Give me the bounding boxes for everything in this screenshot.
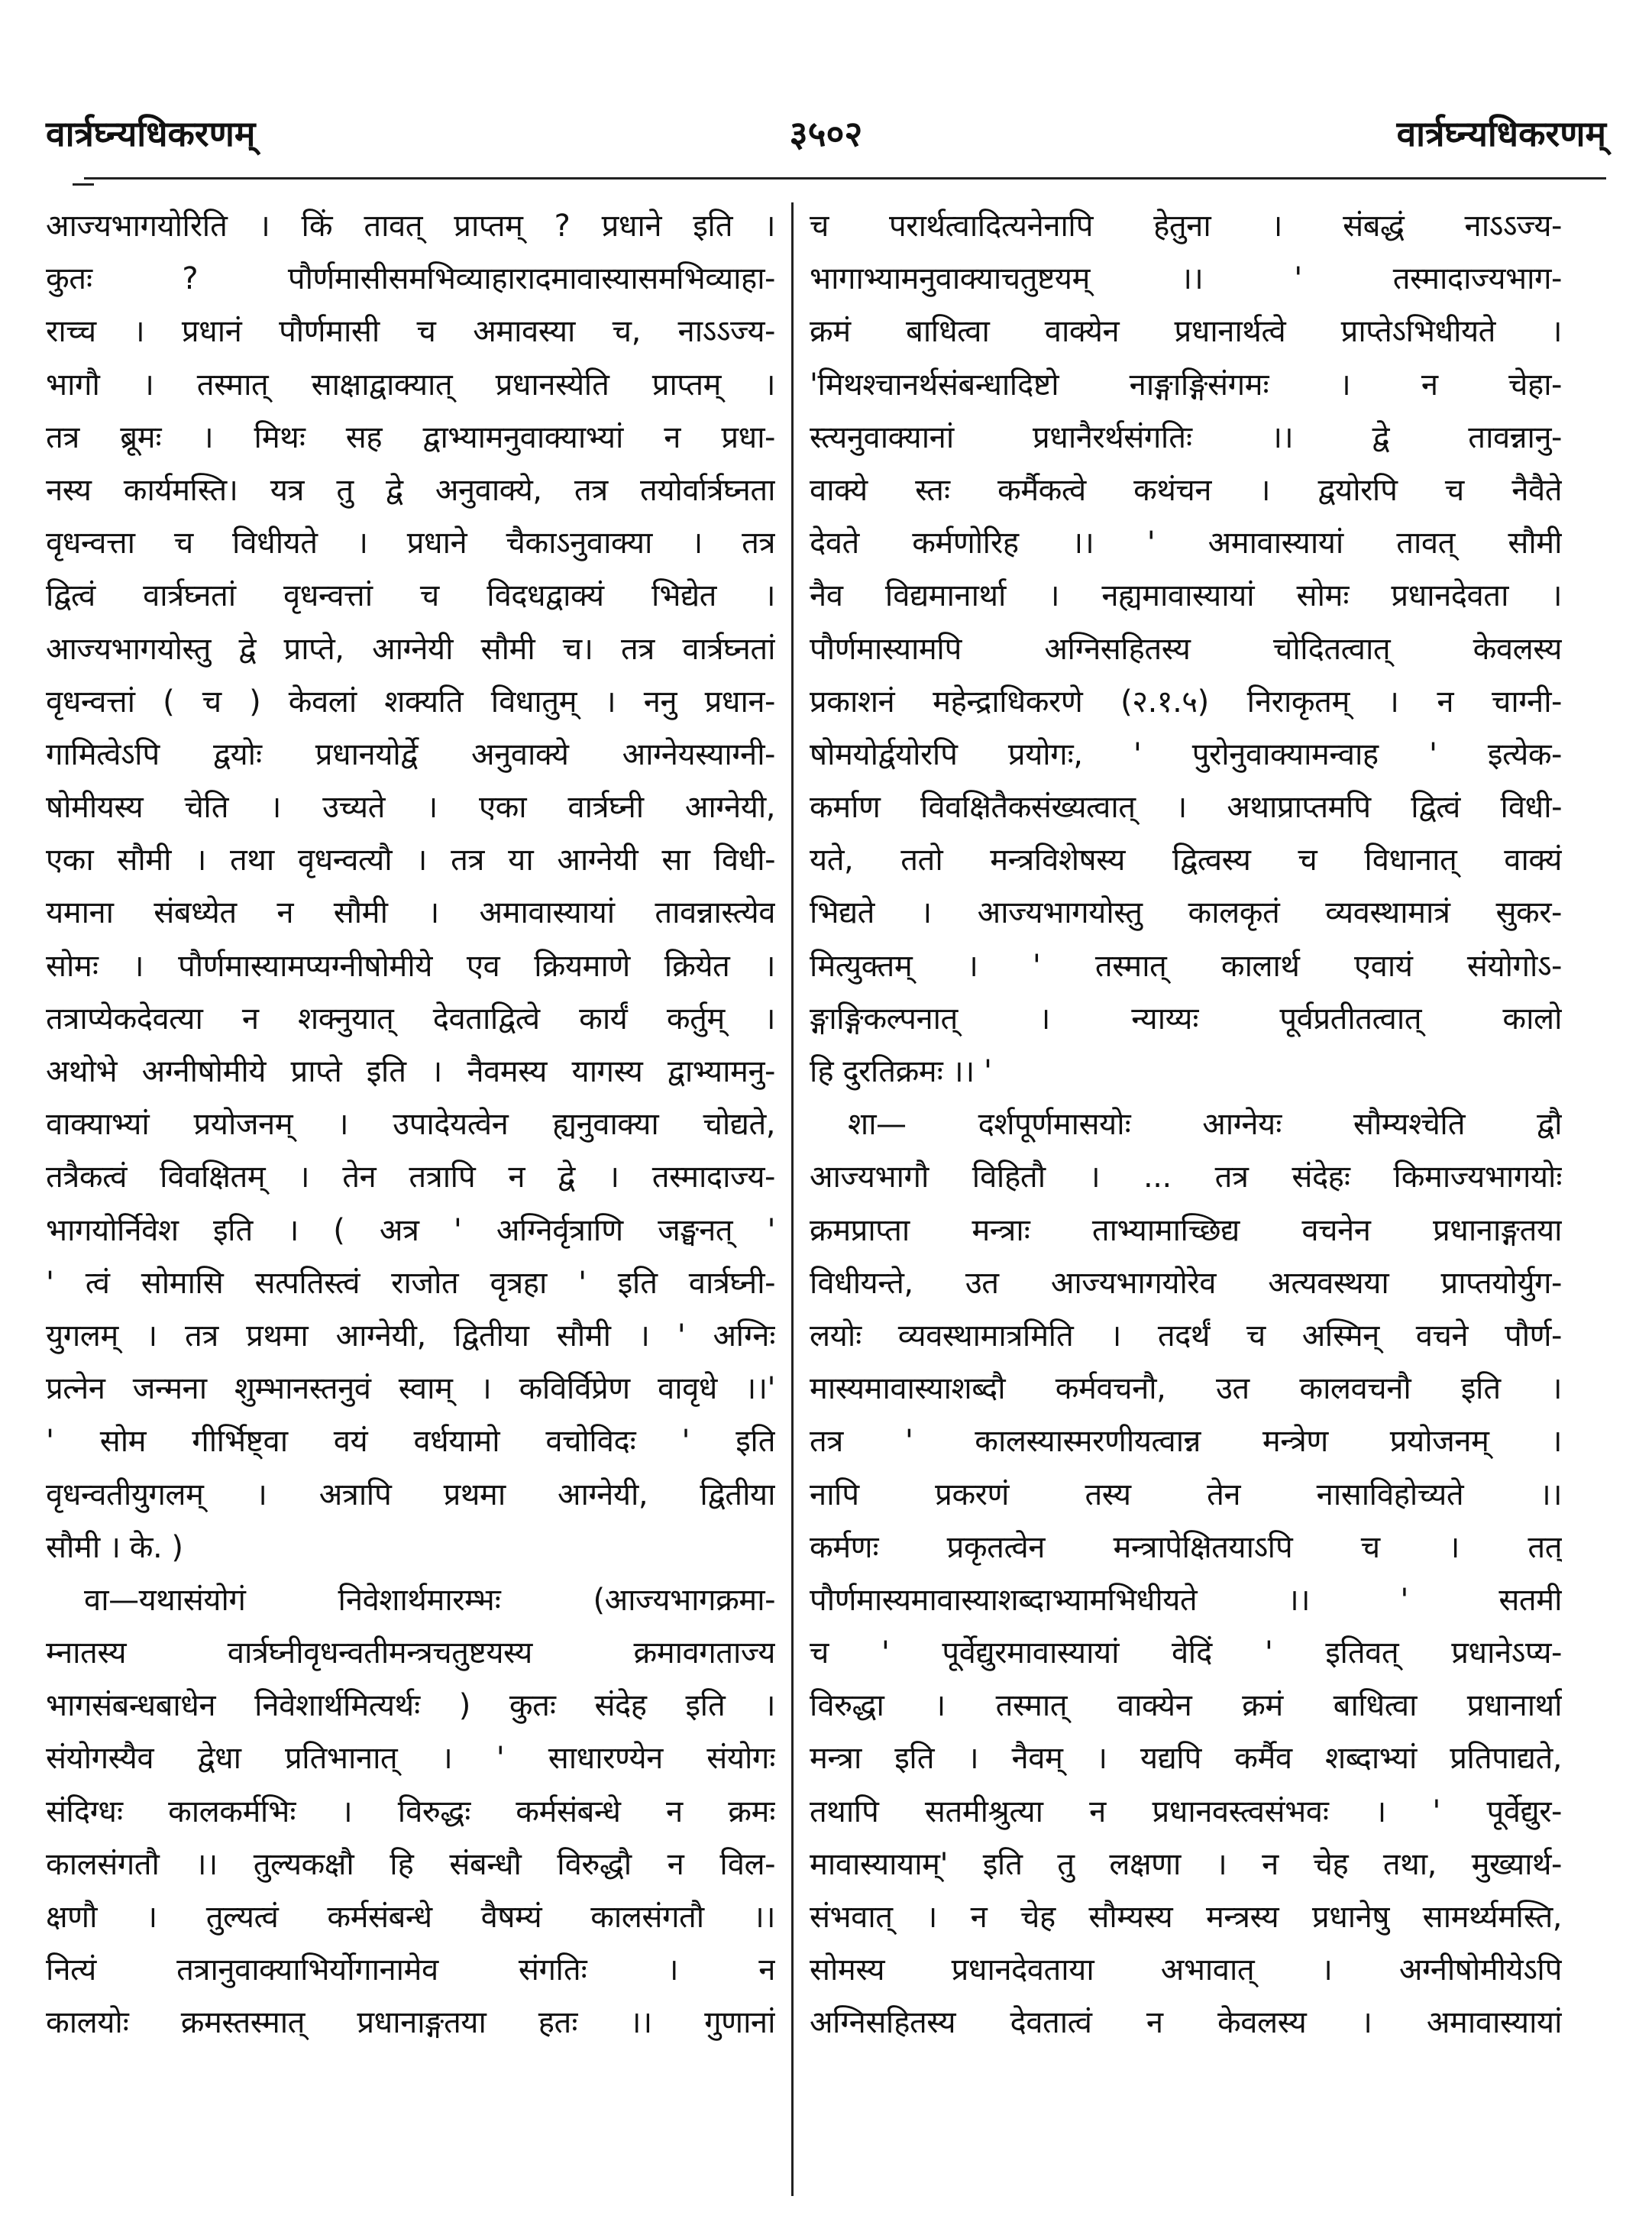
- right-column-line: स्त्यनुवाक्यानां प्रधानैरर्थसंगतिः ।। द्वे तावन्नानु-: [810, 419, 1562, 455]
- right-column-line: कर्माण विवक्षितैकसंख्यत्वात् । अथाप्राप्तमपि द्वित्वं विधी-: [810, 790, 1562, 826]
- left-column-line: तत्र ब्रूमः । मिथः सह द्वाभ्यामनुवाक्याभ्यां न प्रधा-: [46, 419, 775, 455]
- left-column-line: द्वित्वं वार्त्रघ्नतां वृधन्वत्तां च विदधद्वाक्यं भिद्येत ।: [46, 578, 775, 614]
- left-column-line: नस्य कार्यमस्ति। यत्र तु द्वे अनुवाक्ये, तत्र तयोर्वार्त्रघ्नता: [46, 472, 775, 508]
- left-column-line: भागौ । तस्मात् साक्षाद्वाक्यात् प्रधानस्येति प्राप्तम् ।: [46, 367, 775, 403]
- right-column-line: विधीयन्ते, उत आज्यभागयोरेव अत्यवस्थया प्राप्तयोर्युग-: [810, 1265, 1562, 1301]
- right-column-line: सोमस्य प्रधानदेवताया अभावात् । अग्नीषोमीयेऽपि: [810, 1952, 1562, 1988]
- left-column-line: संयोगस्यैव द्वेधा प्रतिभानात् । ' साधारण्येन संयोगः: [46, 1741, 775, 1777]
- left-column-line: आज्यभागयोस्तु द्वे प्राप्ते, आग्नेयी सौमी च। तत्र वार्त्रघ्नतां: [46, 631, 775, 667]
- left-column-line: ' त्वं सोमासि सत्पतिस्त्वं राजोत वृत्रहा ' इति वार्त्रघ्नी-: [46, 1265, 775, 1301]
- left-column-line: ' सोम गीर्भिष्ट्वा वयं वर्धयामो वचोविदः ' इति: [46, 1424, 775, 1460]
- left-column-line: तत्रैकत्वं विवक्षितम् । तेन तत्रापि न द्वे । तस्मादाज्य-: [46, 1160, 775, 1195]
- running-header: [46, 107, 1606, 160]
- left-column-line: वा—यथासंयोगं निवेशार्थमारम्भः (आज्यभागक्रमा-: [84, 1582, 775, 1618]
- right-column-line: मन्त्रा इति । नैवम् । यद्यपि कर्मैव शब्दाभ्यां प्रतिपाद्यते,: [810, 1741, 1562, 1777]
- left-column-line: वृधन्वत्तां ( च ) केवलां शक्यति विधातुम् । ननु प्रधान-: [46, 684, 775, 720]
- left-column-line: भागसंबन्धबाधेन निवेशार्थमित्यर्थः ) कुतः संदेह इति ।: [46, 1688, 775, 1724]
- left-column-line: अथोभे अग्नीषोमीये प्राप्ते इति । नैवमस्य यागस्य द्वाभ्यामनु-: [46, 1054, 775, 1089]
- column-divider: [791, 202, 794, 2196]
- right-column-line: यते, ततो मन्त्रविशेषस्य द्वित्वस्य च विधानात् वाक्यं: [810, 843, 1562, 878]
- right-column-line: भिद्यते । आज्यभागयोस्तु कालकृतं व्यवस्थामात्रं सुकर-: [810, 895, 1562, 931]
- left-column: [46, 200, 775, 2050]
- left-column-line: गामित्वेऽपि द्वयोः प्रधानयोर्द्वे अनुवाक्ये आग्नेयस्याग्नी-: [46, 736, 775, 772]
- left-column-line: सौमी । के. ): [46, 1529, 183, 1565]
- left-column-line: नित्यं तत्रानुवाक्याभिर्योगानामेव संगतिः । न: [46, 1952, 775, 1988]
- right-column-line: तथापि सतमीश्रुत्या न प्रधानवस्त्वसंभवः । ' पूर्वेद्युर-: [810, 1793, 1562, 1829]
- left-column-line: षोमीयस्य चेति । उच्यते । एका वार्त्रघ्नी आग्नेयी,: [46, 790, 775, 826]
- page-number: ३५०२: [789, 113, 863, 154]
- left-column-line: प्रत्नेन जन्मना शुम्भानस्तनुवं स्वाम् । कविर्विप्रेण वावृधे ।।': [46, 1371, 775, 1407]
- right-column-line: क्रमं बाधित्वा वाक्येन प्रधानार्थत्वे प्राप्तेऽभिधीयते ।: [810, 314, 1562, 350]
- right-column: [810, 200, 1562, 2050]
- right-column-line: शा— दर्शपूर्णमासयोः आग्नेयः सौम्यश्चेति द्वौ: [848, 1107, 1562, 1143]
- left-column-line: संदिग्धः कालकर्मभिः । विरुद्धः कर्मसंबन्धे न क्रमः: [46, 1793, 775, 1829]
- right-column-line: भागाभ्यामनुवाक्याचतुष्टयम् ।। ' तस्मादाज्यभाग-: [810, 261, 1562, 297]
- left-column-line: कालसंगतौ ।। तुल्यकक्षौ हि संबन्धौ विरुद्धौ न विल-: [46, 1846, 775, 1882]
- header-right-title: वार्त्रघ्न्यधिकरणम्: [1396, 113, 1606, 154]
- left-column-line: एका सौमी । तथा वृधन्वत्यौ । तत्र या आग्नेयी सा विधी-: [46, 843, 775, 878]
- header-rule: [84, 177, 1606, 180]
- right-column-line: वाक्ये स्तः कर्मैकत्वे कथंचन । द्वयोरपि च नैवैते: [810, 472, 1562, 508]
- right-column-line: आज्यभागौ विहितौ । ... तत्र संदेहः किमाज्यभागयोः: [810, 1160, 1562, 1195]
- left-column-line: कालयोः क्रमस्तस्मात् प्रधानाङ्गतया हतः ।। गुणानां: [46, 2005, 775, 2041]
- left-column-line: आज्यभागयोरिति । किं तावत् प्राप्तम् ? प्रधाने इति ।: [46, 209, 775, 244]
- left-column-line: वृधन्वत्ता च विधीयते । प्रधाने चैकाऽनुवाक्या । तत्र: [46, 526, 775, 561]
- right-column-line: प्रकाशनं महेन्द्राधिकरणे (२.१.५) निराकृतम् । न चाग्नी-: [810, 684, 1562, 720]
- right-column-line: 'मिथश्चानर्थसंबन्धादिष्टो नाङ्गाङ्गिसंगमः । न चेहा-: [810, 367, 1562, 403]
- right-column-line: नैव विद्यमानार्था । नह्यमावास्यायां सोमः प्रधानदेवता ।: [810, 578, 1562, 614]
- left-column-line: राच्च । प्रधानं पौर्णमासी च अमावस्या च, नाऽऽज्य-: [46, 314, 775, 350]
- right-column-line: च ' पूर्वेद्युरमावास्यायां वेदिं ' इतिवत् प्रधानेऽप्य-: [810, 1635, 1562, 1671]
- header-left-title: वार्त्रघ्न्यधिकरणम्: [46, 113, 256, 154]
- right-column-line: मास्यमावास्याशब्दौ कर्मवचनौ, उत कालवचनौ इति ।: [810, 1371, 1562, 1407]
- left-column-line: यमाना संबध्येत न सौमी । अमावास्यायां तावन्नास्त्येव: [46, 895, 775, 931]
- right-column-line: च परार्थत्वादित्यनेनापि हेतुना । संबद्धं नाऽऽज्य-: [810, 209, 1562, 244]
- right-column-line: अग्निसहितस्य देवतात्वं न केवलस्य । अमावास्यायां: [810, 2005, 1562, 2041]
- right-column-line: षोमयोर्द्वयोरपि प्रयोगः, ' पुरोनुवाक्यामन्वाह ' इत्येक-: [810, 736, 1562, 772]
- left-column-line: युगलम् । तत्र प्रथमा आग्नेयी, द्वितीया सौमी । ' अग्निः: [46, 1318, 775, 1354]
- right-column-line: तत्र ' कालस्यास्मरणीयत्वान्न मन्त्रेण प्रयोजनम् ।: [810, 1424, 1562, 1460]
- right-column-line: देवते कर्मणोरिह ।। ' अमावास्यायां तावत् सौमी: [810, 526, 1562, 561]
- right-column-line: हि दुरतिक्रमः ।। ': [810, 1054, 992, 1089]
- left-column-line: म्नातस्य वार्त्रघ्नीवृधन्वतीमन्त्रचतुष्टयस्य क्रमावगताज्य: [46, 1635, 775, 1671]
- right-column-line: पौर्णमास्यामपि अग्निसहितस्य चोदितत्वात् केवलस्य: [810, 631, 1562, 667]
- right-column-line: नापि प्रकरणं तस्य तेन नासाविहोच्यते ।।: [810, 1476, 1562, 1512]
- right-column-line: विरुद्धा । तस्मात् वाक्येन क्रमं बाधित्वा प्रधानार्था: [810, 1688, 1562, 1724]
- right-column-line: पौर्णमास्यमावास्याशब्दाभ्यामभिधीयते ।। ' सतमी: [810, 1582, 1562, 1618]
- right-column-line: कर्मणः प्रकृतत्वेन मन्त्रापेक्षितयाऽपि च । तत्: [810, 1529, 1562, 1565]
- right-column-line: मित्युक्तम् । ' तस्मात् कालार्थ एवायं संयोगोऽ-: [810, 948, 1562, 984]
- left-column-line: सोमः । पौर्णमास्यामप्यग्नीषोमीये एव क्रियमाणे क्रियेत ।: [46, 948, 775, 984]
- left-column-line: क्षणौ । तुल्यत्वं कर्मसंबन्धे वैषम्यं कालसंगतौ ।।: [46, 1900, 775, 1935]
- left-column-line: कुतः ? पौर्णमासीसमभिव्याहारादमावास्यासमभिव्याहा-: [46, 261, 775, 297]
- right-column-line: ङ्गाङ्गिकल्पनात् । न्याय्यः पूर्वप्रतीतत्वात् कालो: [810, 1001, 1562, 1037]
- right-column-line: क्रमप्राप्ता मन्त्राः ताभ्यामाच्छिद्य वचनेन प्रधानाङ्गतया: [810, 1212, 1562, 1248]
- right-column-line: लयोः व्यवस्थामात्रमिति । तदर्थं च अस्मिन् वचने पौर्ण-: [810, 1318, 1562, 1354]
- header-rule-tick: [73, 183, 94, 186]
- left-column-line: वृधन्वतीयुगलम् । अत्रापि प्रथमा आग्नेयी, द्वितीया: [46, 1476, 775, 1512]
- left-column-line: वाक्याभ्यां प्रयोजनम् । उपादेयत्वेन ह्यनुवाक्या चोद्यते,: [46, 1107, 775, 1143]
- right-column-line: मावास्यायाम्' इति तु लक्षणा । न चेह तथा, मुख्यार्थ-: [810, 1846, 1562, 1882]
- left-column-line: भागयोर्निवेश इति । ( अत्र ' अग्निर्वृत्राणि जङ्घनत् ': [46, 1212, 775, 1248]
- right-column-line: संभवात् । न चेह सौम्यस्य मन्त्रस्य प्रधानेषु सामर्थ्यमस्ति,: [810, 1900, 1562, 1935]
- left-column-line: तत्राप्येकदेवत्या न शक्नुयात् देवताद्वित्वे कार्यं कर्तुम् ।: [46, 1001, 775, 1037]
